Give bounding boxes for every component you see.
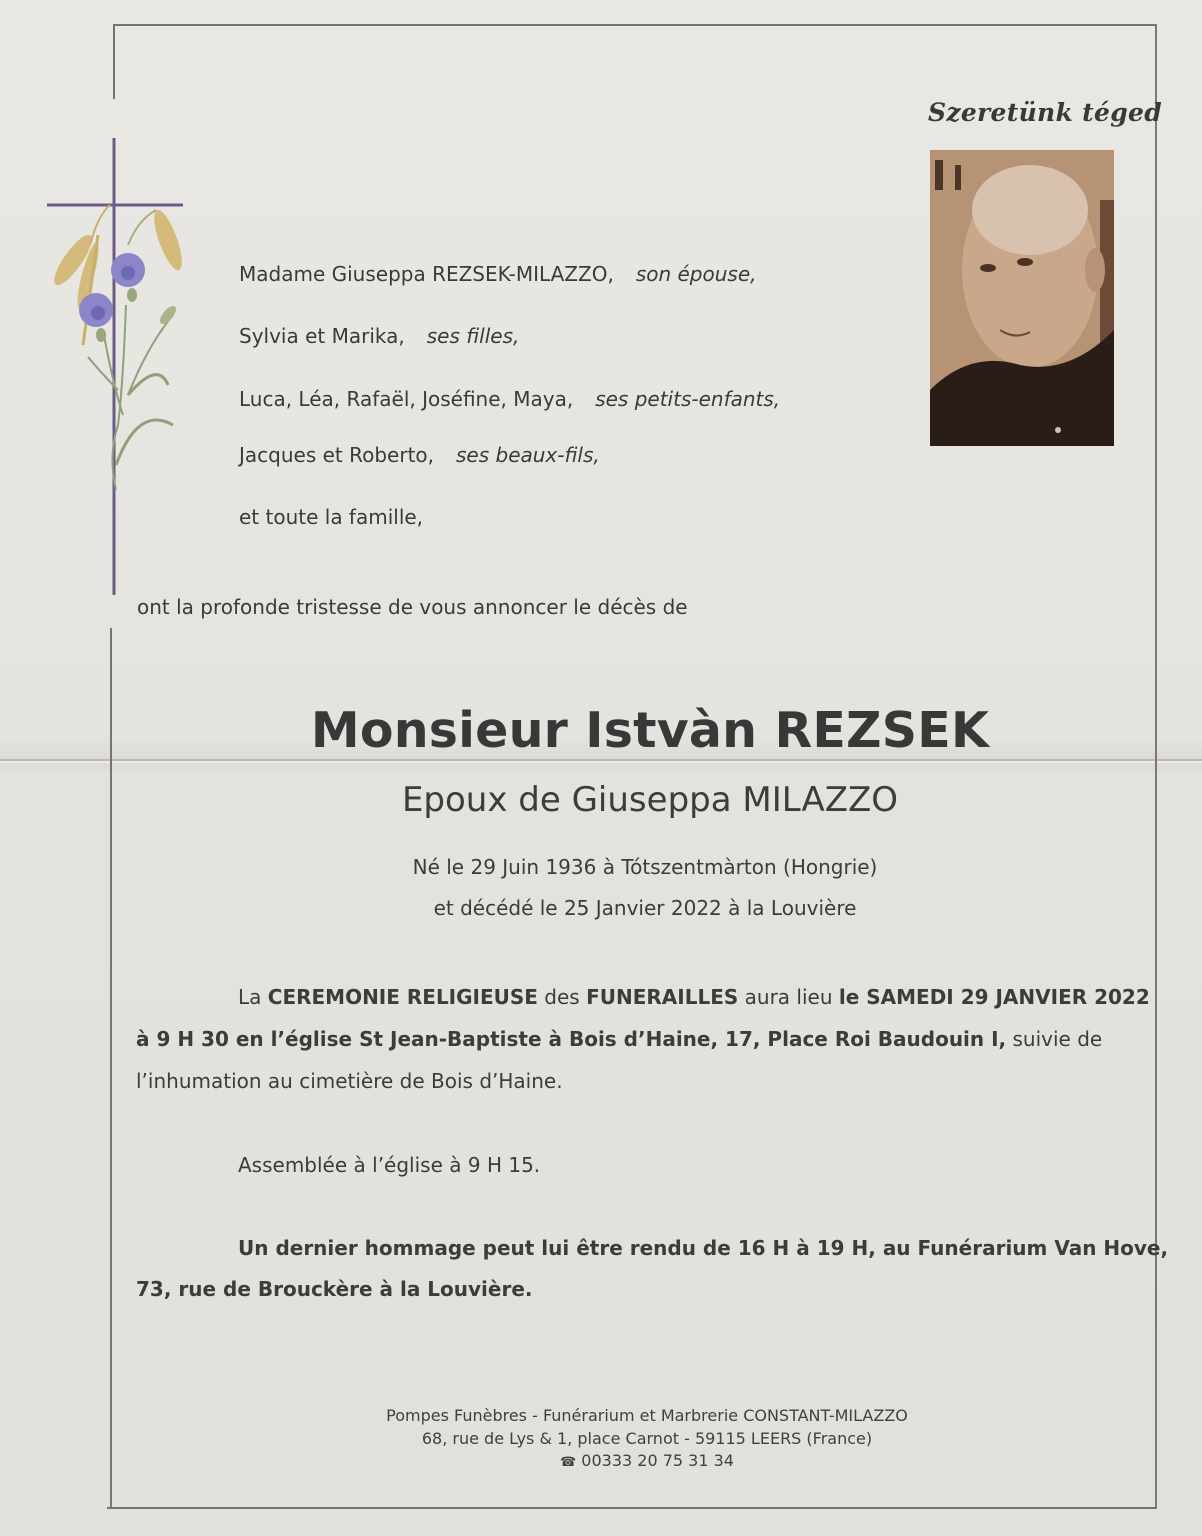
cross-with-flowers-icon — [28, 135, 198, 600]
family-line-daughters — [239, 324, 519, 348]
family-names: et toute la famille, — [239, 505, 424, 529]
ceremony-emphasis: CEREMONIE RELIGIEUSE — [267, 985, 538, 1009]
family-names: Sylvia et Marika, — [239, 324, 405, 348]
birth-details: Né le 29 Juin 1936 à Tótszentmàrton (Hongrie) — [412, 855, 878, 879]
family-names: Luca, Léa, Rafaël, Joséfine, Maya, — [239, 387, 574, 411]
frame-border-right — [1155, 24, 1157, 1508]
ceremony-line-3: l’inhumation au cimetière de Bois d’Haine. — [136, 1069, 563, 1093]
homage-line-2: 73, rue de Brouckère à la Louvière. — [136, 1277, 533, 1301]
ceremony-text: des — [537, 985, 587, 1009]
footer-phone: 00333 20 75 31 34 — [581, 1451, 734, 1470]
ceremony-date: le SAMEDI 29 JANVIER 2022 — [838, 985, 1150, 1009]
family-names: Madame Giuseppa REZSEK-MILAZZO, — [239, 262, 614, 286]
frame-border-left-lower — [110, 628, 112, 1509]
family-line-sons-in-law — [239, 443, 600, 467]
family-line-whole-family — [239, 505, 423, 529]
frame-border-left-upper — [113, 24, 115, 99]
ceremony-location: à 9 H 30 en l’église St Jean-Baptiste à Bois d’Haine, 17, Place Roi Baudouin I, — [136, 1027, 1007, 1051]
family-names: Jacques et Roberto, — [239, 443, 434, 467]
ceremony-text: suivie de — [1006, 1027, 1103, 1051]
family-relation: son épouse, — [635, 262, 757, 286]
footer-company: Pompes Funèbres - Funérarium et Marbrerie CONSTANT-MILAZZO — [386, 1406, 908, 1425]
announcement-text: ont la profonde tristesse de vous annoncer le décès de — [137, 595, 688, 619]
ceremony-line-2 — [136, 1027, 1102, 1051]
family-relation: ses filles, — [426, 324, 520, 348]
ceremony-text: La — [238, 985, 268, 1009]
family-relation: ses petits-enfants, — [595, 387, 781, 411]
deceased-spouse: Epoux de Giuseppa MILAZZO — [401, 780, 899, 820]
homage-line-1: Un dernier hommage peut lui être rendu de 16 H à 19 H, au Funérarium Van Hove, — [238, 1236, 1169, 1260]
deceased-name: Monsieur Istvàn REZSEK — [310, 702, 990, 759]
footer-address: 68, rue de Lys & 1, place Carnot - 59115 LEERS (France) — [421, 1429, 873, 1448]
footer-phone-line — [0, 1451, 1202, 1470]
ceremony-text: aura lieu — [738, 985, 839, 1009]
frame-border-bottom — [107, 1507, 1157, 1509]
portrait-photo — [930, 150, 1114, 446]
assembly-text: Assemblée à l’église à 9 H 15. — [238, 1153, 541, 1177]
family-line-grandchildren — [239, 387, 780, 411]
ceremony-line-1 — [136, 985, 1150, 1009]
family-line-spouse — [239, 262, 757, 286]
frame-border-top — [113, 24, 1156, 26]
family-relation: ses beaux-fils, — [456, 443, 600, 467]
ceremony-emphasis: FUNERAILLES — [586, 985, 739, 1009]
telephone-icon: ☎ — [560, 1455, 577, 1470]
portrait-caption: Szeretünk téged — [928, 98, 1162, 127]
paper-fold-highlight — [0, 761, 1202, 763]
death-details: et décédé le 25 Janvier 2022 à la Louvière — [433, 896, 857, 920]
